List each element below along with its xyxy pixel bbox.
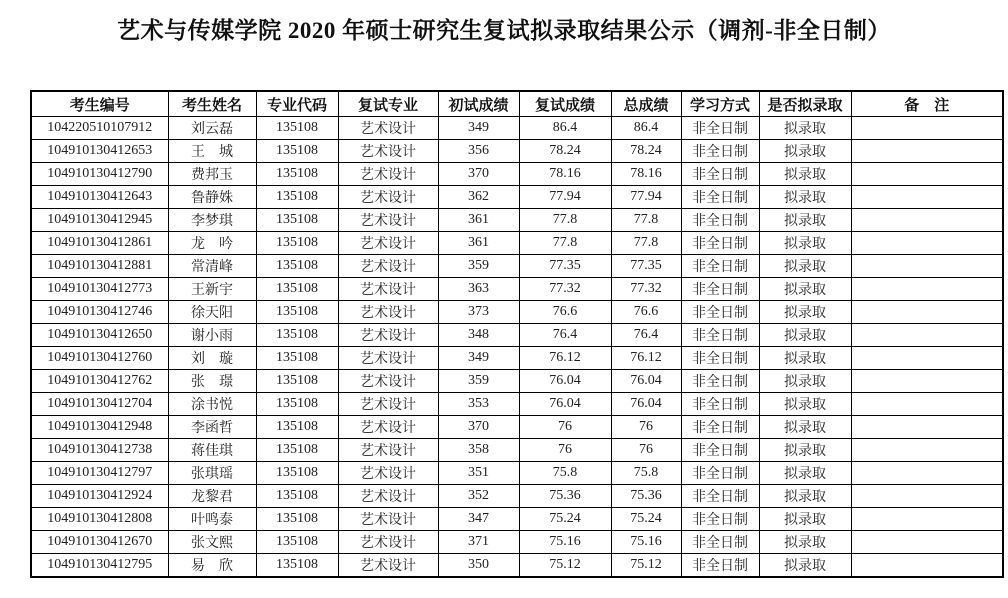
table-cell-col1: 104910130412881 (31, 255, 168, 278)
table-cell-col2: 李梦琪 (168, 209, 256, 232)
table-cell-col10 (851, 508, 1003, 531)
table-row (31, 301, 1003, 324)
table-cell-col4: 艺术设计 (338, 462, 438, 485)
table-cell-col8: 非全日制 (681, 301, 759, 324)
table-row (31, 554, 1003, 578)
table-cell-col7: 76 (611, 416, 681, 439)
column-header-5: 初试成绩 (438, 91, 519, 117)
table-cell-col9: 拟录取 (759, 186, 851, 209)
table-cell-col9: 拟录取 (759, 209, 851, 232)
table-cell-col4: 艺术设计 (338, 485, 438, 508)
table-cell-col8: 非全日制 (681, 140, 759, 163)
table-cell-col6: 77.35 (519, 255, 611, 278)
table-cell-col8: 非全日制 (681, 232, 759, 255)
column-header-3: 专业代码 (256, 91, 338, 117)
table-cell-col1: 104910130412797 (31, 462, 168, 485)
table-cell-col2: 易 欣 (168, 554, 256, 578)
table-cell-col3: 135108 (256, 140, 338, 163)
table-cell-col1: 104910130412945 (31, 209, 168, 232)
table-row (31, 485, 1003, 508)
table-cell-col10 (851, 324, 1003, 347)
table-cell-col7: 76.12 (611, 347, 681, 370)
table-cell-col8: 非全日制 (681, 209, 759, 232)
table-header-row (31, 91, 1003, 117)
table-cell-col8: 非全日制 (681, 531, 759, 554)
table-cell-col10 (851, 347, 1003, 370)
table-cell-col2: 张 璟 (168, 370, 256, 393)
table-cell-col2: 龙 吟 (168, 232, 256, 255)
table-row (31, 140, 1003, 163)
table-cell-col5: 359 (438, 255, 519, 278)
table-cell-col6: 77.94 (519, 186, 611, 209)
table-cell-col3: 135108 (256, 255, 338, 278)
table-cell-col7: 76 (611, 439, 681, 462)
table-cell-col3: 135108 (256, 370, 338, 393)
table-cell-col5: 349 (438, 117, 519, 140)
table-cell-col5: 370 (438, 416, 519, 439)
table-row (31, 370, 1003, 393)
table-cell-col7: 76.4 (611, 324, 681, 347)
table-cell-col7: 75.8 (611, 462, 681, 485)
table-cell-col5: 348 (438, 324, 519, 347)
table-cell-col3: 135108 (256, 209, 338, 232)
table-cell-col9: 拟录取 (759, 462, 851, 485)
table-cell-col10 (851, 209, 1003, 232)
table-cell-col2: 叶鸣泰 (168, 508, 256, 531)
column-header-10: 备 注 (851, 91, 1003, 117)
table-cell-col3: 135108 (256, 485, 338, 508)
table-cell-col9: 拟录取 (759, 531, 851, 554)
table-row (31, 278, 1003, 301)
table-cell-col10 (851, 301, 1003, 324)
table-cell-col1: 104910130412738 (31, 439, 168, 462)
table-cell-col4: 艺术设计 (338, 278, 438, 301)
table-cell-col3: 135108 (256, 301, 338, 324)
table-row (31, 255, 1003, 278)
table-cell-col9: 拟录取 (759, 117, 851, 140)
table-cell-col10 (851, 163, 1003, 186)
table-cell-col3: 135108 (256, 393, 338, 416)
table-cell-col9: 拟录取 (759, 439, 851, 462)
table-cell-col3: 135108 (256, 508, 338, 531)
table-cell-col2: 费邦玉 (168, 163, 256, 186)
table-cell-col2: 谢小雨 (168, 324, 256, 347)
table-cell-col9: 拟录取 (759, 301, 851, 324)
table-cell-col6: 76 (519, 416, 611, 439)
table-cell-col3: 135108 (256, 531, 338, 554)
table-cell-col7: 75.24 (611, 508, 681, 531)
table-cell-col4: 艺术设计 (338, 163, 438, 186)
table-cell-col2: 刘 璇 (168, 347, 256, 370)
table-cell-col4: 艺术设计 (338, 117, 438, 140)
table-cell-col4: 艺术设计 (338, 140, 438, 163)
table-cell-col4: 艺术设计 (338, 531, 438, 554)
table-cell-col2: 王 城 (168, 140, 256, 163)
table-cell-col9: 拟录取 (759, 255, 851, 278)
table-cell-col7: 77.8 (611, 209, 681, 232)
table-cell-col2: 王新宇 (168, 278, 256, 301)
table-cell-col10 (851, 439, 1003, 462)
table-cell-col9: 拟录取 (759, 508, 851, 531)
table-cell-col6: 76.04 (519, 370, 611, 393)
table-cell-col4: 艺术设计 (338, 347, 438, 370)
table-cell-col6: 75.24 (519, 508, 611, 531)
table-cell-col5: 359 (438, 370, 519, 393)
table-row (31, 462, 1003, 485)
table-cell-col2: 张琪瑶 (168, 462, 256, 485)
table-cell-col1: 104220510107912 (31, 117, 168, 140)
table-cell-col6: 76.12 (519, 347, 611, 370)
table-cell-col1: 104910130412924 (31, 485, 168, 508)
table-cell-col6: 76.4 (519, 324, 611, 347)
table-cell-col4: 艺术设计 (338, 554, 438, 578)
table-cell-col3: 135108 (256, 324, 338, 347)
table-cell-col1: 104910130412762 (31, 370, 168, 393)
table-row (31, 186, 1003, 209)
table-cell-col2: 龙黎君 (168, 485, 256, 508)
table-cell-col6: 86.4 (519, 117, 611, 140)
table-cell-col4: 艺术设计 (338, 209, 438, 232)
table-cell-col10 (851, 186, 1003, 209)
table-cell-col5: 370 (438, 163, 519, 186)
table-cell-col3: 135108 (256, 186, 338, 209)
table-cell-col4: 艺术设计 (338, 508, 438, 531)
table-cell-col7: 77.32 (611, 278, 681, 301)
table-cell-col5: 363 (438, 278, 519, 301)
table-cell-col7: 77.94 (611, 186, 681, 209)
table-cell-col6: 76.6 (519, 301, 611, 324)
table-cell-col6: 78.16 (519, 163, 611, 186)
table-cell-col8: 非全日制 (681, 439, 759, 462)
table-cell-col3: 135108 (256, 232, 338, 255)
table-cell-col5: 356 (438, 140, 519, 163)
table-cell-col2: 刘云磊 (168, 117, 256, 140)
table-cell-col3: 135108 (256, 462, 338, 485)
table-cell-col4: 艺术设计 (338, 416, 438, 439)
table-row (31, 347, 1003, 370)
table-cell-col2: 张文熙 (168, 531, 256, 554)
table-cell-col9: 拟录取 (759, 232, 851, 255)
table-cell-col6: 77.8 (519, 232, 611, 255)
table-header (31, 91, 1003, 117)
table-cell-col9: 拟录取 (759, 485, 851, 508)
table-cell-col7: 75.36 (611, 485, 681, 508)
table-cell-col3: 135108 (256, 117, 338, 140)
table-cell-col8: 非全日制 (681, 186, 759, 209)
page-title: 艺术与传媒学院 2020 年硕士研究生复试拟录取结果公示（调剂-非全日制） (117, 18, 891, 43)
column-header-8: 学习方式 (681, 91, 759, 117)
table-row (31, 324, 1003, 347)
table-cell-col5: 350 (438, 554, 519, 578)
admission-results-table (30, 90, 1004, 578)
table-cell-col5: 361 (438, 209, 519, 232)
table-cell-col1: 104910130412808 (31, 508, 168, 531)
table-row (31, 117, 1003, 140)
table-row (31, 531, 1003, 554)
table-cell-col7: 77.35 (611, 255, 681, 278)
table-cell-col8: 非全日制 (681, 416, 759, 439)
column-header-9: 是否拟录取 (759, 91, 851, 117)
table-row (31, 439, 1003, 462)
table-cell-col9: 拟录取 (759, 370, 851, 393)
table-cell-col1: 104910130412746 (31, 301, 168, 324)
table-cell-col7: 77.8 (611, 232, 681, 255)
table-cell-col2: 鲁静姝 (168, 186, 256, 209)
table-cell-col4: 艺术设计 (338, 301, 438, 324)
table-cell-col3: 135108 (256, 163, 338, 186)
table-cell-col10 (851, 117, 1003, 140)
table-cell-col9: 拟录取 (759, 140, 851, 163)
table-cell-col10 (851, 416, 1003, 439)
table-cell-col1: 104910130412948 (31, 416, 168, 439)
table-cell-col7: 78.16 (611, 163, 681, 186)
table-cell-col1: 104910130412653 (31, 140, 168, 163)
table-cell-col10 (851, 255, 1003, 278)
table-cell-col9: 拟录取 (759, 278, 851, 301)
table-cell-col8: 非全日制 (681, 117, 759, 140)
table-cell-col8: 非全日制 (681, 278, 759, 301)
table-row (31, 508, 1003, 531)
table-cell-col8: 非全日制 (681, 347, 759, 370)
table-cell-col6: 75.36 (519, 485, 611, 508)
table-cell-col3: 135108 (256, 347, 338, 370)
table-cell-col9: 拟录取 (759, 163, 851, 186)
table-cell-col2: 常清峰 (168, 255, 256, 278)
table-cell-col8: 非全日制 (681, 554, 759, 578)
table-cell-col8: 非全日制 (681, 393, 759, 416)
table-cell-col6: 77.8 (519, 209, 611, 232)
table-cell-col7: 76.04 (611, 393, 681, 416)
table-cell-col6: 77.32 (519, 278, 611, 301)
table-cell-col9: 拟录取 (759, 554, 851, 578)
table-cell-col4: 艺术设计 (338, 393, 438, 416)
table-cell-col5: 353 (438, 393, 519, 416)
table-cell-col10 (851, 140, 1003, 163)
table-cell-col7: 75.16 (611, 531, 681, 554)
table-cell-col7: 75.12 (611, 554, 681, 578)
table-cell-col3: 135108 (256, 416, 338, 439)
table-cell-col8: 非全日制 (681, 485, 759, 508)
table-cell-col10 (851, 232, 1003, 255)
column-header-4: 复试专业 (338, 91, 438, 117)
table-cell-col8: 非全日制 (681, 163, 759, 186)
table-cell-col6: 76 (519, 439, 611, 462)
table-cell-col2: 李函哲 (168, 416, 256, 439)
table-cell-col5: 347 (438, 508, 519, 531)
table-cell-col5: 361 (438, 232, 519, 255)
table-row (31, 163, 1003, 186)
table-cell-col10 (851, 393, 1003, 416)
table-cell-col5: 352 (438, 485, 519, 508)
table-cell-col6: 78.24 (519, 140, 611, 163)
table-cell-col5: 351 (438, 462, 519, 485)
column-header-6: 复试成绩 (519, 91, 611, 117)
table-cell-col1: 104910130412670 (31, 531, 168, 554)
table-cell-col9: 拟录取 (759, 416, 851, 439)
table-cell-col6: 75.12 (519, 554, 611, 578)
table-cell-col4: 艺术设计 (338, 324, 438, 347)
table-cell-col8: 非全日制 (681, 255, 759, 278)
table-cell-col8: 非全日制 (681, 370, 759, 393)
table-cell-col7: 76.04 (611, 370, 681, 393)
table-cell-col1: 104910130412650 (31, 324, 168, 347)
table-cell-col4: 艺术设计 (338, 186, 438, 209)
table-cell-col1: 104910130412643 (31, 186, 168, 209)
table-cell-col8: 非全日制 (681, 462, 759, 485)
table-cell-col1: 104910130412790 (31, 163, 168, 186)
table-cell-col5: 358 (438, 439, 519, 462)
table-cell-col4: 艺术设计 (338, 255, 438, 278)
table-row (31, 232, 1003, 255)
table-cell-col10 (851, 370, 1003, 393)
table-cell-col10 (851, 462, 1003, 485)
table-body (31, 117, 1003, 578)
table-cell-col9: 拟录取 (759, 347, 851, 370)
table-row (31, 393, 1003, 416)
table-row (31, 209, 1003, 232)
column-header-7: 总成绩 (611, 91, 681, 117)
table-cell-col6: 76.04 (519, 393, 611, 416)
table-cell-col6: 75.8 (519, 462, 611, 485)
table-row (31, 416, 1003, 439)
table-cell-col4: 艺术设计 (338, 370, 438, 393)
table-cell-col4: 艺术设计 (338, 439, 438, 462)
table-cell-col3: 135108 (256, 439, 338, 462)
table-cell-col10 (851, 278, 1003, 301)
table-cell-col9: 拟录取 (759, 393, 851, 416)
table-cell-col3: 135108 (256, 278, 338, 301)
column-header-2: 考生姓名 (168, 91, 256, 117)
table-cell-col10 (851, 485, 1003, 508)
table-cell-col3: 135108 (256, 554, 338, 578)
table-cell-col1: 104910130412773 (31, 278, 168, 301)
table-cell-col2: 徐天阳 (168, 301, 256, 324)
table-cell-col6: 75.16 (519, 531, 611, 554)
table-cell-col7: 76.6 (611, 301, 681, 324)
table-cell-col10 (851, 554, 1003, 578)
table-cell-col1: 104910130412704 (31, 393, 168, 416)
table-cell-col10 (851, 531, 1003, 554)
table-cell-col8: 非全日制 (681, 324, 759, 347)
table-cell-col8: 非全日制 (681, 508, 759, 531)
table-cell-col5: 373 (438, 301, 519, 324)
column-header-1: 考生编号 (31, 91, 168, 117)
table-cell-col1: 104910130412861 (31, 232, 168, 255)
table-cell-col7: 78.24 (611, 140, 681, 163)
table-cell-col2: 蒋佳琪 (168, 439, 256, 462)
table-cell-col5: 371 (438, 531, 519, 554)
table-cell-col1: 104910130412760 (31, 347, 168, 370)
table-cell-col9: 拟录取 (759, 324, 851, 347)
table-cell-col2: 涂书悦 (168, 393, 256, 416)
table-cell-col4: 艺术设计 (338, 232, 438, 255)
table-cell-col5: 362 (438, 186, 519, 209)
table-cell-col1: 104910130412795 (31, 554, 168, 578)
table-cell-col7: 86.4 (611, 117, 681, 140)
table-cell-col5: 349 (438, 347, 519, 370)
